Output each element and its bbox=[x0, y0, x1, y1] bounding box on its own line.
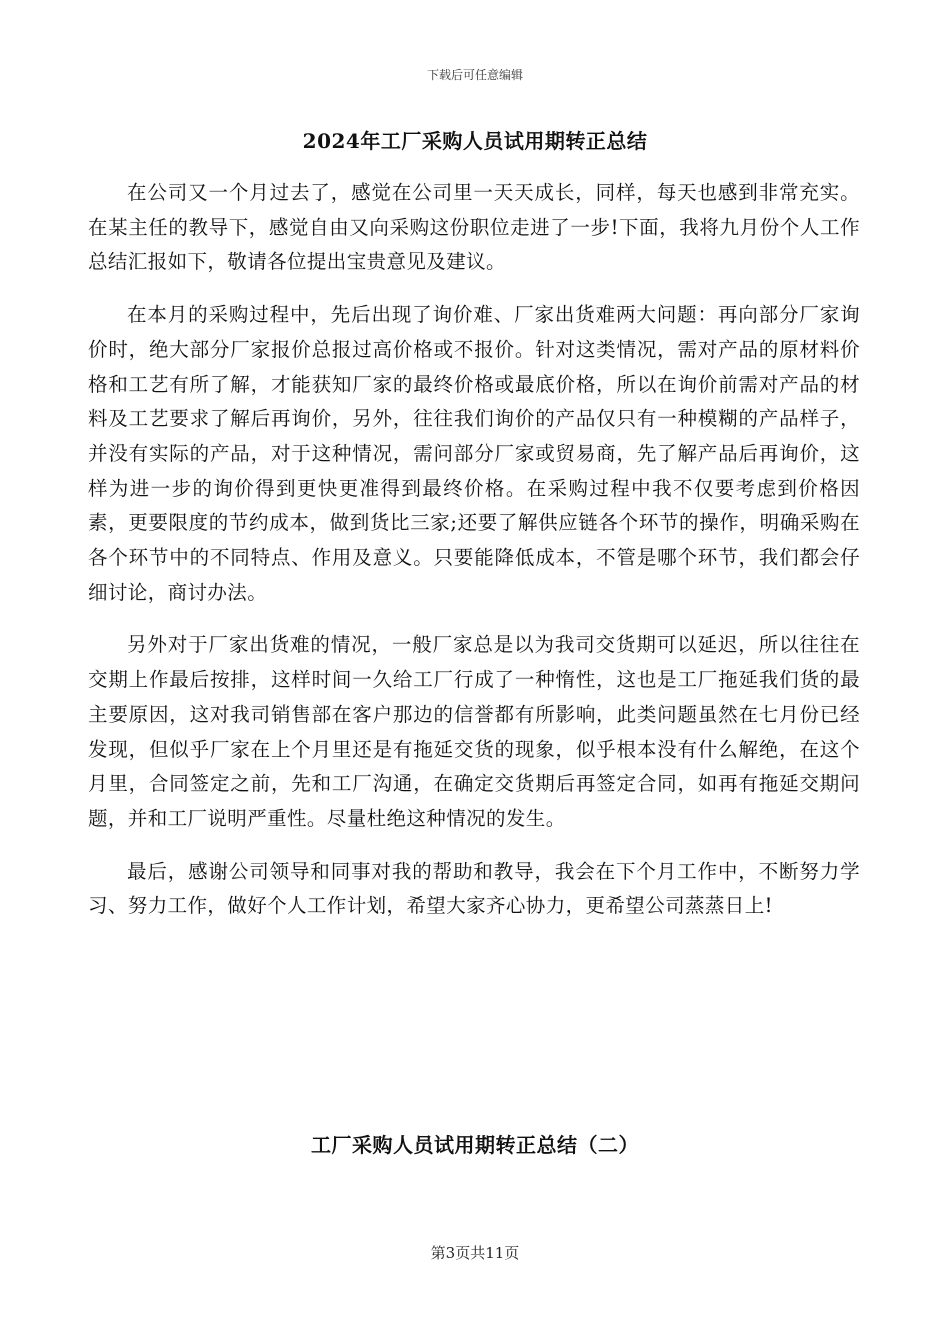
paragraph-intro: 在公司又一个月过去了，感觉在公司里一天天成长，同样，每天也感到非常充实。在某主任的教导下，感觉自由又向采购这份职位走进了一步!下面，我将九月份个人工作总结汇报如下，敬请各位提出宝贵意见及建议。 bbox=[88, 181, 860, 274]
paragraph-inquiry-problems: 在本月的采购过程中，先后出现了询价难、厂家出货难两大问题：再向部分厂家询价时，绝大部分厂家报价总报过高价格或不报价。针对这类情况，需对产品的原材料价格和工艺有所了解，才能获知厂家的最终价格或最底价格，所以在询价前需对产品的材料及工艺要求了解后再询价，另外，往往我们询价的产品仅只有一种模糊的产品样子，并没有实际的产品，对于这种情况，需问部分厂家或贸易商，先了解产品后再询价，这样为进一步的询价得到更快更准得到最终价格。在采购过程中我不仅要考虑到价格因素，更要限度的节约成本，做到货比三家;还要了解供应链各个环节的操作，明确采购在各个环节中的不同特点、作用及意义。只要能降低成本，不管是哪个环节，我们都会仔细讨论，商讨办法。 bbox=[88, 303, 860, 604]
document-title: 2024年工厂采购人员试用期转正总结 bbox=[302, 129, 648, 153]
document-body bbox=[88, 176, 860, 942]
header-note: 下载后可任意编辑 bbox=[426, 68, 523, 82]
page-number: 第3页共11页 bbox=[430, 1244, 520, 1262]
section-subtitle: 工厂采购人员试用期转正总结（二） bbox=[311, 1133, 639, 1157]
paragraph-closing: 最后，感谢公司领导和同事对我的帮助和教导，我会在下个月工作中，不断努力学习、努力工作，做好个人工作计划，希望大家齐心协力，更希望公司蒸蒸日上! bbox=[88, 859, 860, 918]
paragraph-delivery-problems: 另外对于厂家出货难的情况，一般厂家总是以为我司交货期可以延迟，所以往往在交期上作最后按排，这样时间一久给工厂行成了一种惰性，这也是工厂拖延我们货的最主要原因，这对我司销售部在客户那边的信誉都有所影响，此类问题虽然在七月份已经发现，但似乎厂家在上个月里还是有拖延交货的现象，似乎根本没有什么解绝，在这个月里，合同签定之前，先和工厂沟通，在确定交货期后再签定合同，如再有拖延交期问题，并和工厂说明严重性。尽量杜绝这种情况的发生。 bbox=[88, 633, 860, 830]
